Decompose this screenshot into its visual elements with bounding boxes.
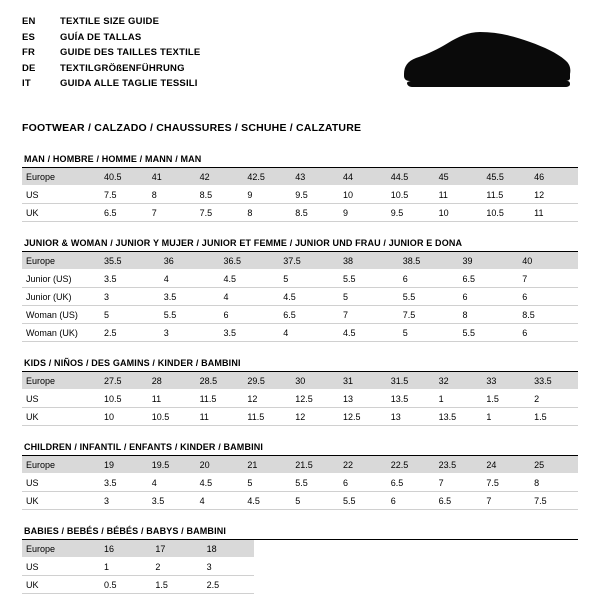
cell: 7 <box>435 474 483 492</box>
cell: 4.5 <box>339 324 399 342</box>
cell: 8.5 <box>291 204 339 222</box>
table-row <box>22 270 578 288</box>
cell: 19 <box>100 456 148 474</box>
cell: 2 <box>530 390 578 408</box>
cell: 40 <box>518 252 578 270</box>
cell: 28 <box>148 372 196 390</box>
cell: 38.5 <box>399 252 459 270</box>
cell: 42.5 <box>243 168 291 186</box>
cell: 2.5 <box>203 576 254 594</box>
section-title: FOOTWEAR / CALZADO / CHAUSSURES / SCHUHE / CALZATURE <box>22 122 362 134</box>
size-group-babies <box>22 524 578 594</box>
language-title: GUIDE DES TAILLES TEXTILE <box>60 47 201 58</box>
cell: 22.5 <box>387 456 435 474</box>
cell: 6 <box>220 306 280 324</box>
cell: 1 <box>435 390 483 408</box>
language-title: TEXTILE SIZE GUIDE <box>60 16 160 27</box>
size-table <box>22 168 578 222</box>
cell: 10.5 <box>482 204 530 222</box>
row-header: Junior (UK) <box>22 288 100 306</box>
cell: 6 <box>518 324 578 342</box>
cell: 3 <box>100 288 160 306</box>
cell: 5 <box>100 306 160 324</box>
cell: 25 <box>530 456 578 474</box>
cell: 8 <box>148 186 196 204</box>
size-group-junior-woman <box>22 236 578 342</box>
cell: 31 <box>339 372 387 390</box>
cell: 6 <box>459 288 519 306</box>
row-header: Europe <box>22 372 100 390</box>
row-header: UK <box>22 576 100 594</box>
cell: 28.5 <box>196 372 244 390</box>
group-label: CHILDREN / INFANTIL / ENFANTS / KINDER / BAMBINI <box>22 440 578 456</box>
row-header: US <box>22 186 100 204</box>
row-header: Junior (US) <box>22 270 100 288</box>
row-header: UK <box>22 492 100 510</box>
size-group-kids <box>22 356 578 426</box>
cell: 5.5 <box>459 324 519 342</box>
cell: 22 <box>339 456 387 474</box>
table-row <box>22 306 578 324</box>
cell: 2.5 <box>100 324 160 342</box>
cell: 5 <box>399 324 459 342</box>
cell: 37.5 <box>279 252 339 270</box>
cell: 24 <box>482 456 530 474</box>
cell: 3.5 <box>148 492 196 510</box>
cell: 5 <box>339 288 399 306</box>
cell: 11 <box>196 408 244 426</box>
cell: 3 <box>160 324 220 342</box>
cell: 1.5 <box>151 576 202 594</box>
cell: 16 <box>100 540 151 558</box>
size-table <box>22 540 254 594</box>
row-header: UK <box>22 204 100 222</box>
cell: 27.5 <box>100 372 148 390</box>
language-row <box>22 76 200 92</box>
cell: 2 <box>151 558 202 576</box>
table-row <box>22 252 578 270</box>
row-header: Europe <box>22 168 100 186</box>
cell: 4 <box>160 270 220 288</box>
cell: 13.5 <box>435 408 483 426</box>
cell: 0.5 <box>100 576 151 594</box>
size-table <box>22 456 578 510</box>
language-row <box>22 30 200 46</box>
size-group-man <box>22 152 578 222</box>
language-code: ES <box>22 31 36 43</box>
cell: 11 <box>435 186 483 204</box>
size-table <box>22 252 578 342</box>
row-header: US <box>22 474 100 492</box>
table-row <box>22 390 578 408</box>
cell: 12 <box>530 186 578 204</box>
group-label: MAN / HOMBRE / HOMME / MANN / MAN <box>22 152 578 168</box>
cell: 36.5 <box>220 252 280 270</box>
cell: 21 <box>243 456 291 474</box>
language-row <box>22 61 200 77</box>
cell: 32 <box>435 372 483 390</box>
dress-shoe-icon <box>402 30 572 92</box>
cell: 3.5 <box>160 288 220 306</box>
language-code: DE <box>22 62 36 74</box>
row-header: Woman (UK) <box>22 324 100 342</box>
cell: 8 <box>530 474 578 492</box>
language-code: FR <box>22 47 36 58</box>
cell: 9 <box>339 204 387 222</box>
cell: 35.5 <box>100 252 160 270</box>
cell: 10 <box>339 186 387 204</box>
cell: 7.5 <box>482 474 530 492</box>
cell: 31.5 <box>387 372 435 390</box>
cell: 6 <box>518 288 578 306</box>
cell: 13.5 <box>387 390 435 408</box>
cell: 12 <box>291 408 339 426</box>
cell: 46 <box>530 168 578 186</box>
cell: 5 <box>279 270 339 288</box>
size-group-children <box>22 440 578 510</box>
cell: 4 <box>279 324 339 342</box>
size-table <box>22 372 578 426</box>
cell: 36 <box>160 252 220 270</box>
cell: 8.5 <box>196 186 244 204</box>
table-row <box>22 372 578 390</box>
cell: 11 <box>530 204 578 222</box>
cell: 8 <box>459 306 519 324</box>
table-row <box>22 456 578 474</box>
cell: 38 <box>339 252 399 270</box>
cell: 11.5 <box>482 186 530 204</box>
table-row <box>22 204 578 222</box>
language-row <box>22 45 200 61</box>
cell: 4.5 <box>279 288 339 306</box>
cell: 1 <box>482 408 530 426</box>
cell: 7.5 <box>530 492 578 510</box>
table-row <box>22 186 578 204</box>
cell: 6 <box>387 492 435 510</box>
cell: 5 <box>291 492 339 510</box>
cell: 29.5 <box>243 372 291 390</box>
cell: 4.5 <box>196 474 244 492</box>
cell: 33 <box>482 372 530 390</box>
cell: 4.5 <box>243 492 291 510</box>
language-code: EN <box>22 16 36 27</box>
language-title-list <box>22 14 200 92</box>
cell: 9 <box>243 186 291 204</box>
cell: 12.5 <box>339 408 387 426</box>
cell: 10 <box>100 408 148 426</box>
cell: 7.5 <box>100 186 148 204</box>
cell: 10.5 <box>387 186 435 204</box>
cell: 18 <box>203 540 254 558</box>
cell: 6 <box>339 474 387 492</box>
cell: 3 <box>203 558 254 576</box>
cell: 7.5 <box>399 306 459 324</box>
cell: 6.5 <box>459 270 519 288</box>
row-header: US <box>22 558 100 576</box>
cell: 10 <box>435 204 483 222</box>
row-header: Europe <box>22 540 100 558</box>
cell: 1 <box>100 558 151 576</box>
cell: 7.5 <box>196 204 244 222</box>
cell: 7 <box>482 492 530 510</box>
group-label: KIDS / NIÑOS / DES GAMINS / KINDER / BAMBINI <box>22 356 578 372</box>
cell: 4.5 <box>220 270 280 288</box>
group-label: JUNIOR & WOMAN / JUNIOR Y MUJER / JUNIOR ET FEMME / JUNIOR UND FRAU / JUNIOR E DONA <box>22 236 578 252</box>
cell: 3.5 <box>220 324 280 342</box>
row-header: Europe <box>22 252 100 270</box>
cell: 42 <box>196 168 244 186</box>
cell: 44 <box>339 168 387 186</box>
cell: 13 <box>339 390 387 408</box>
table-row <box>22 576 254 594</box>
cell: 5 <box>243 474 291 492</box>
cell: 5.5 <box>291 474 339 492</box>
language-title: TEXTILGRÖßENFÜHRUNG <box>60 62 185 74</box>
table-row <box>22 474 578 492</box>
cell: 3.5 <box>100 270 160 288</box>
cell: 6.5 <box>387 474 435 492</box>
cell: 6.5 <box>279 306 339 324</box>
cell: 8.5 <box>518 306 578 324</box>
cell: 20 <box>196 456 244 474</box>
cell: 7 <box>148 204 196 222</box>
table-row <box>22 288 578 306</box>
cell: 12 <box>243 390 291 408</box>
row-header: Woman (US) <box>22 306 100 324</box>
row-header: UK <box>22 408 100 426</box>
cell: 13 <box>387 408 435 426</box>
language-title: GUÍA DE TALLAS <box>60 31 142 43</box>
page-header <box>22 14 578 106</box>
cell: 5.5 <box>339 270 399 288</box>
table-row <box>22 540 254 558</box>
cell: 11.5 <box>243 408 291 426</box>
cell: 5.5 <box>160 306 220 324</box>
cell: 6.5 <box>100 204 148 222</box>
cell: 45.5 <box>482 168 530 186</box>
language-code: IT <box>22 78 31 89</box>
cell: 23.5 <box>435 456 483 474</box>
cell: 3 <box>100 492 148 510</box>
cell: 39 <box>459 252 519 270</box>
cell: 10.5 <box>100 390 148 408</box>
group-label: BABIES / BEBÉS / BÉBÉS / BABYS / BAMBINI <box>22 524 578 540</box>
cell: 41 <box>148 168 196 186</box>
cell: 5.5 <box>339 492 387 510</box>
cell: 1.5 <box>482 390 530 408</box>
table-row <box>22 408 578 426</box>
cell: 7 <box>339 306 399 324</box>
row-header: Europe <box>22 456 100 474</box>
cell: 4 <box>220 288 280 306</box>
table-row <box>22 492 578 510</box>
cell: 9.5 <box>291 186 339 204</box>
cell: 45 <box>435 168 483 186</box>
cell: 33.5 <box>530 372 578 390</box>
table-row <box>22 324 578 342</box>
cell: 10.5 <box>148 408 196 426</box>
cell: 8 <box>243 204 291 222</box>
cell: 6.5 <box>435 492 483 510</box>
cell: 1.5 <box>530 408 578 426</box>
cell: 6 <box>399 270 459 288</box>
cell: 40.5 <box>100 168 148 186</box>
cell: 30 <box>291 372 339 390</box>
language-row <box>22 14 200 30</box>
cell: 17 <box>151 540 202 558</box>
language-title: GUIDA ALLE TAGLIE TESSILI <box>60 78 198 89</box>
cell: 11 <box>148 390 196 408</box>
cell: 11.5 <box>196 390 244 408</box>
cell: 3.5 <box>100 474 148 492</box>
cell: 21.5 <box>291 456 339 474</box>
cell: 7 <box>518 270 578 288</box>
cell: 4 <box>196 492 244 510</box>
cell: 5.5 <box>399 288 459 306</box>
table-row <box>22 558 254 576</box>
row-header: US <box>22 390 100 408</box>
cell: 43 <box>291 168 339 186</box>
cell: 12.5 <box>291 390 339 408</box>
cell: 44.5 <box>387 168 435 186</box>
cell: 19.5 <box>148 456 196 474</box>
table-row <box>22 168 578 186</box>
cell: 9.5 <box>387 204 435 222</box>
cell: 4 <box>148 474 196 492</box>
